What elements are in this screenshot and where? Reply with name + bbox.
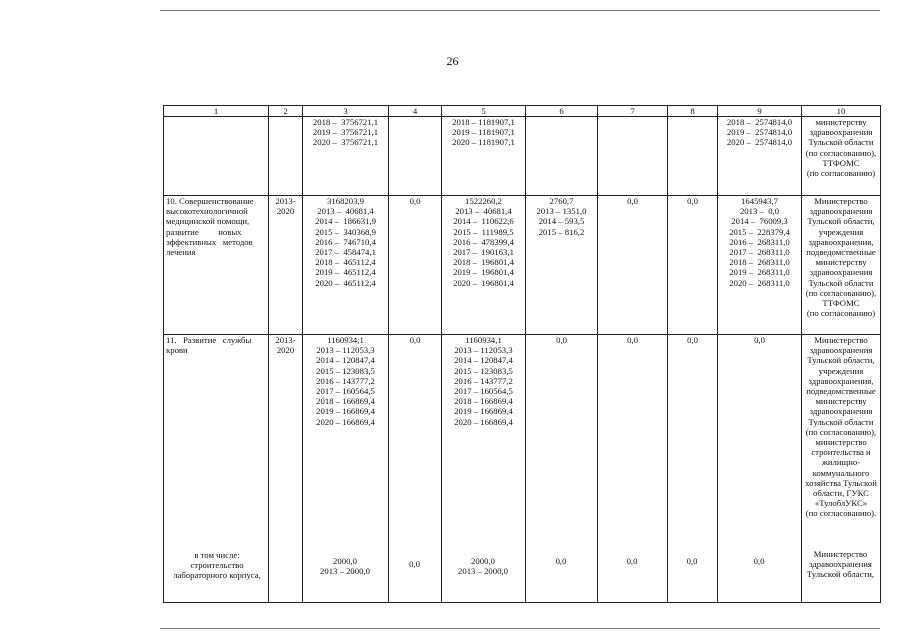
cell-text: 2013- 2020 [275,335,296,356]
cell-line: 2014 – 110622,6 [453,216,514,227]
header-row [164,106,881,117]
subrow-c10 [801,549,880,580]
cell-line: (по согласованию). [805,508,877,519]
table-row [164,117,881,196]
table-cell-c10 [802,117,881,196]
subrow-c4: 0,0 [409,559,420,569]
subrow-c10-line: Тульской области, [806,569,875,580]
cell-line: Министерство [814,335,868,345]
header-cell: 10 [802,106,881,117]
cell-line: 2019 – 268311,0 [729,267,790,278]
cell-line: 2018 – 3756721,1 [312,117,379,127]
cell-line: 2019 – 166869,4 [454,406,513,417]
cell-line: министерству [815,396,867,407]
subrow-c5 [441,556,525,576]
header-cell: 4 [389,106,442,117]
cell-line: здравоохранения [809,127,873,138]
cell-line: (по согласованию) [806,308,876,319]
cell-line: 2016 – 268311,0 [729,236,790,247]
cell-line: 3168203,9 [327,196,364,206]
subrow-c3-line: 2013 – 2000,0 [320,566,370,577]
table-cell-years [269,335,303,603]
cell-line: 2013 – 1351,0 [536,206,587,217]
header-cell: 3 [303,106,389,117]
table-cell-c5 [442,117,526,196]
table-cell-c4 [389,196,442,335]
cell-line: здравоохранения [809,406,873,417]
cell-line: 0,0 [556,335,567,345]
subrow-c10-line: Министерство [813,549,868,559]
table-cell-c9 [718,196,802,335]
cell-line: 2020 – 196801,4 [453,277,514,288]
table-cell-c9 [718,117,802,196]
table-row [164,196,881,335]
cell-line: 1645943,7 [741,196,778,206]
cell-line: 1160934,1 [327,335,364,345]
cell-line: 2018 – 1181907,1 [452,117,515,127]
cell-line: коммунального [812,467,870,478]
cell-line: 2019 – 1181907,1 [452,127,515,138]
cell-line: «ТулоблУКС» [814,498,868,509]
cell-line: Тульской области [808,277,874,288]
program-table [163,105,881,603]
table-cell-c6 [526,196,598,335]
table-cell-c3 [303,196,389,335]
cell-line: учреждения [818,226,864,237]
cell-line: 2016 – 143777,2 [454,375,513,386]
cell-line: министерство [815,437,867,448]
table-cell-c7 [598,117,668,196]
table-cell-c10 [802,196,881,335]
subrow-c7: 0,0 [626,556,638,566]
subrow-c8: 0,0 [686,556,698,566]
table-cell-c6 [526,117,598,196]
subrow-name-line: в том числе: [194,550,240,560]
cell-line: Тульской области [808,416,874,427]
cell-line: 2013 – 112053,3 [454,345,513,356]
cell-line: 2013 – 40681,4 [455,206,512,217]
cell-line: 2014 – 593,5 [538,216,585,227]
cell-line: 2013 – 112053,3 [316,345,375,356]
cell-line: 2020 – 1181907,1 [452,137,515,148]
cell-line: области, ГУКС [813,488,869,499]
table-cell-c5 [442,196,526,335]
cell-line: 0,0 [754,335,765,345]
cell-line: 2016 – 143777,2 [316,375,375,386]
subrow-name [165,550,269,581]
subrow-c10-line: здравоохранения [809,559,872,570]
cell-line: жилищно- [821,457,861,468]
cell-line: подведомственные [806,247,876,258]
cell-line: 2017 – 268311,0 [729,247,790,258]
cell-line: здравоохранения [809,206,873,217]
cell-line: 2019 – 166869,4 [316,406,375,417]
cell-line: 11. Развитие службы [166,335,252,345]
cell-text: 2013- 2020 [275,196,296,217]
cell-line: лечения [166,247,196,258]
cell-line: 2013 – 40681,4 [317,206,374,217]
cell-line: Тульской области, [807,355,875,366]
cell-line: высокотехнологичной [166,206,248,217]
subrow-c6: 0,0 [555,556,567,566]
cell-line: строительства и [811,447,871,458]
cell-line: 2020 – 3756721,1 [312,137,379,148]
cell-line: 0,0 [687,196,698,206]
cell-line: 2017 – 190163,1 [453,247,514,258]
bottom-rule [160,628,880,629]
cell-line: 2014 – 186631,9 [315,216,376,227]
cell-line: 2015 – 816,2 [538,226,585,237]
cell-line: 2020 – 465112,4 [315,277,376,288]
cell-line: 2014 – 120847,4 [316,355,375,366]
subrow-name-line: лабораторного корпуса, [173,570,261,581]
subrow-c3-line: 2000,0 [333,556,357,566]
table-cell-years [269,196,303,335]
subrow-c5-line: 2013 – 2000,0 [458,566,508,577]
cell-line: здравоохранения, [808,375,874,386]
cell-line: 2018 – 166869,4 [454,396,513,407]
table-cell-c8 [668,117,718,196]
cell-line: 2015 – 111989,5 [453,226,514,237]
header-cell: 7 [598,106,668,117]
cell-line: 2017 – 160564,5 [316,386,375,397]
cell-line: эффективных методов [166,236,253,247]
cell-line: 2017 – 458474,1 [315,247,376,258]
cell-line: развитие новых [166,226,242,237]
header-cell: 2 [269,106,303,117]
cell-line: 2018 – 2574814,0 [726,117,793,127]
cell-line: министерству [815,117,867,127]
cell-line: 2015 – 123083,5 [316,365,375,376]
cell-line: учреждения [818,365,864,376]
table-cell-c7 [598,196,668,335]
cell-line: 2016 – 746710,4 [315,236,376,247]
cell-line: подведомственные [806,386,876,397]
cell-line: ТТФОМС [822,157,860,168]
header-cell: 9 [718,106,802,117]
cell-line: 2018 – 196801,4 [453,257,514,268]
cell-line: 2015 – 123083,5 [454,365,513,376]
cell-line: здравоохранения [809,267,873,278]
cell-line: (по согласованию), [805,426,877,437]
cell-line: 2019 – 465112,4 [315,267,376,278]
table-cell-name [164,196,269,335]
cell-line: Тульской области [808,137,874,148]
cell-line: 2760,7 [549,196,574,206]
cell-line: 2014 – 76009,3 [731,216,788,227]
cell-line: 2019 – 2574814,0 [726,127,793,138]
cell-line: 10. Совершенствование [166,196,254,206]
cell-line: 1160934,1 [465,335,502,345]
cell-line: 1522260,2 [465,196,502,206]
cell-line: 2020 – 166869,4 [316,416,375,427]
cell-line: министерству [815,257,867,268]
cell-line: 0,0 [687,335,698,345]
cell-line: 2019 – 3756721,1 [312,127,379,138]
cell-line: (по согласованию), [805,287,877,298]
cell-line: (по согласованию) [806,168,876,179]
cell-line: хозяйства Тульской [805,477,877,488]
table-cell-c3 [303,117,389,196]
table-cell-c4 [389,117,442,196]
header-cell: 5 [442,106,526,117]
subrow-c5-line: 2000,0 [471,556,495,566]
cell-line: 2016 – 478399,4 [453,236,514,247]
header-cell: 6 [526,106,598,117]
cell-line: 2020 – 268311,0 [729,277,790,288]
cell-line: ТТФОМС [822,298,860,309]
cell-line: 2020 – 166869,4 [454,416,513,427]
subrow-c3 [302,556,388,576]
cell-line: 2018 – 465112,4 [315,257,376,268]
page-number: 26 [446,54,459,68]
cell-line: здравоохранения, [808,236,874,247]
cell-line: 2017 – 160564,5 [454,386,513,397]
cell-line: 2019 – 196801,4 [453,267,514,278]
cell-line: 0,0 [627,335,638,345]
table-cell-name [164,117,269,196]
header-cell: 8 [668,106,718,117]
cell-line: здравоохранения [809,345,873,356]
cell-line: 2018 – 166869,4 [316,396,375,407]
cell-line: 0,0 [409,196,421,206]
cell-line: 2015 – 340368,9 [315,226,376,237]
table-cell-years [269,117,303,196]
cell-line: 0,0 [409,335,421,345]
top-rule [160,10,880,11]
table-cell-c8 [668,196,718,335]
cell-line: Тульской области, [807,216,875,227]
cell-line: 2015 – 228379,4 [729,226,790,237]
cell-line: медицинской помощи, [166,216,250,227]
cell-line: (по согласованию), [805,147,877,158]
cell-line: 2018 – 268311,0 [729,257,790,268]
cell-line: 2014 – 120847,4 [454,355,513,366]
subrow-name-line: строительство [190,560,244,571]
cell-line: 0,0 [627,196,638,206]
subrow-c9: 0,0 [753,556,765,566]
cell-line: крови [166,345,188,356]
cell-line: 2020 – 2574814,0 [726,137,793,148]
cell-line: 2013 – 0,0 [739,206,780,217]
cell-line: Министерство [814,196,868,206]
header-cell: 1 [164,106,269,117]
